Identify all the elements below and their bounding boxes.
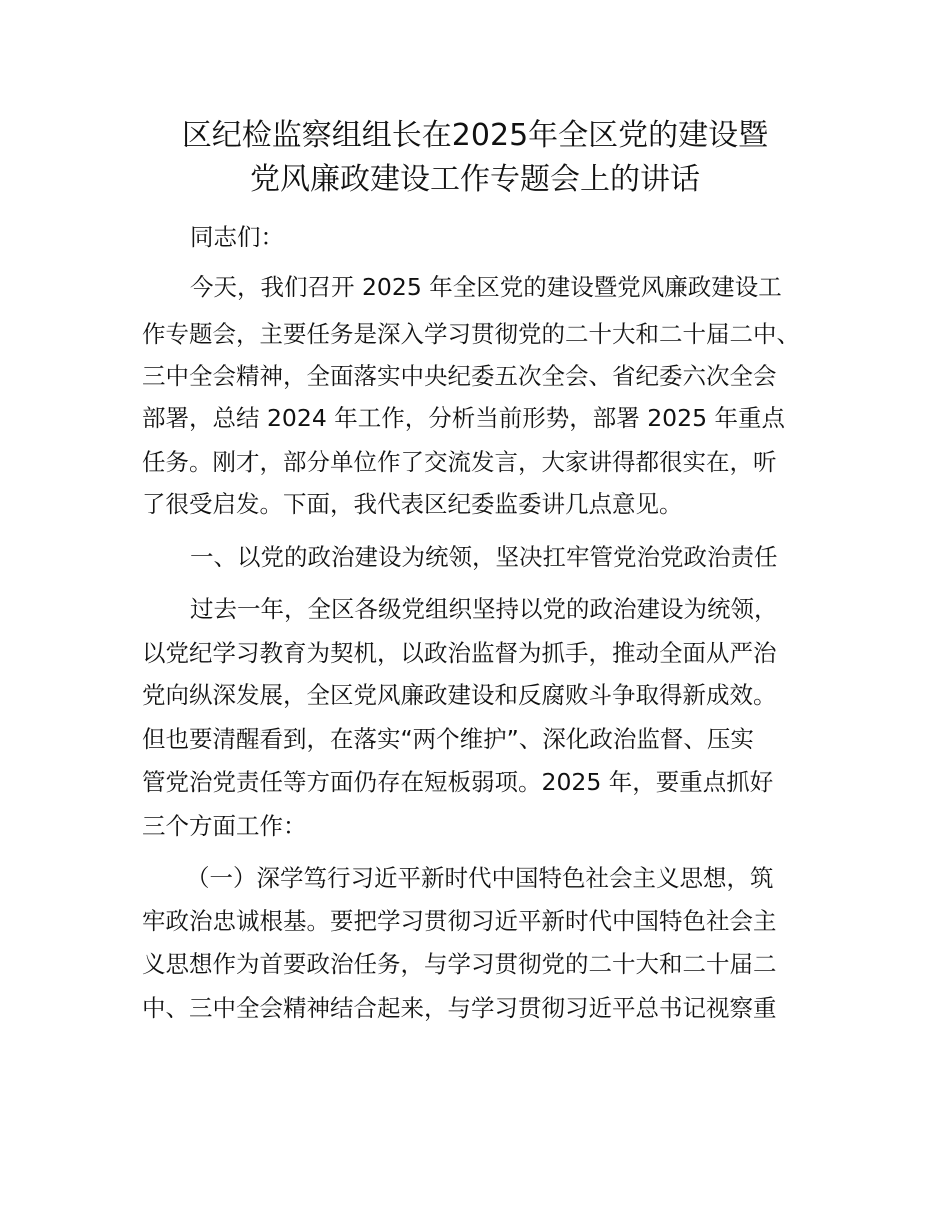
body-line: 中、三中全会精神结合起来，与学习贯彻习近平总书记视察重 [142, 994, 777, 1022]
body-line: 了很受启发。下面，我代表区纪委监委讲几点意见。 [142, 490, 683, 518]
body-line: 三个方面工作： [142, 812, 307, 840]
document-title-line-2: 党风廉政建设工作专题会上的讲话 [250, 162, 700, 197]
body-line: 今天，我们召开 2025 年全区党的建设暨党风廉政建设工 [190, 273, 782, 301]
section-heading: 一、以党的政治建设为统领，坚决扛牢管党治党政治责任 [190, 543, 778, 571]
body-line: 义思想作为首要政治任务，与学习贯彻党的二十大和二十届二 [142, 950, 777, 978]
salutation: 同志们： [190, 223, 284, 251]
body-line: 党向纵深发展，全区党风廉政建设和反腐败斗争取得新成效。 [142, 681, 777, 709]
body-line: 三中全会精神，全面落实中央纪委五次全会、省纪委六次全会 [142, 362, 777, 390]
body-line: 但也要清醒看到，在落实“两个维护”、深化政治监督、压实 [142, 725, 754, 753]
body-line: 过去一年，全区各级党组织坚持以党的政治建设为统领， [190, 595, 778, 623]
subsection-line: （一）深学笃行习近平新时代中国特色社会主义思想，筑 [186, 864, 774, 892]
body-line: 任务。刚才，部分单位作了交流发言，大家讲得都很实在，听 [142, 448, 777, 476]
body-line: 管党治党责任等方面仍存在短板弱项。2025 年，要重点抓好 [142, 768, 774, 796]
body-line: 以党纪学习教育为契机，以政治监督为抓手，推动全面从严治 [142, 639, 777, 667]
document-title-line-1: 区纪检监察组组长在2025年全区党的建设暨 [181, 118, 769, 153]
body-line: 牢政治忠诚根基。要把学习贯彻习近平新时代中国特色社会主 [142, 907, 777, 935]
body-line: 作专题会，主要任务是深入学习贯彻党的二十大和二十届二中、 [142, 320, 800, 348]
body-line: 部署，总结 2024 年工作，分析当前形势，部署 2025 年重点 [142, 404, 785, 432]
